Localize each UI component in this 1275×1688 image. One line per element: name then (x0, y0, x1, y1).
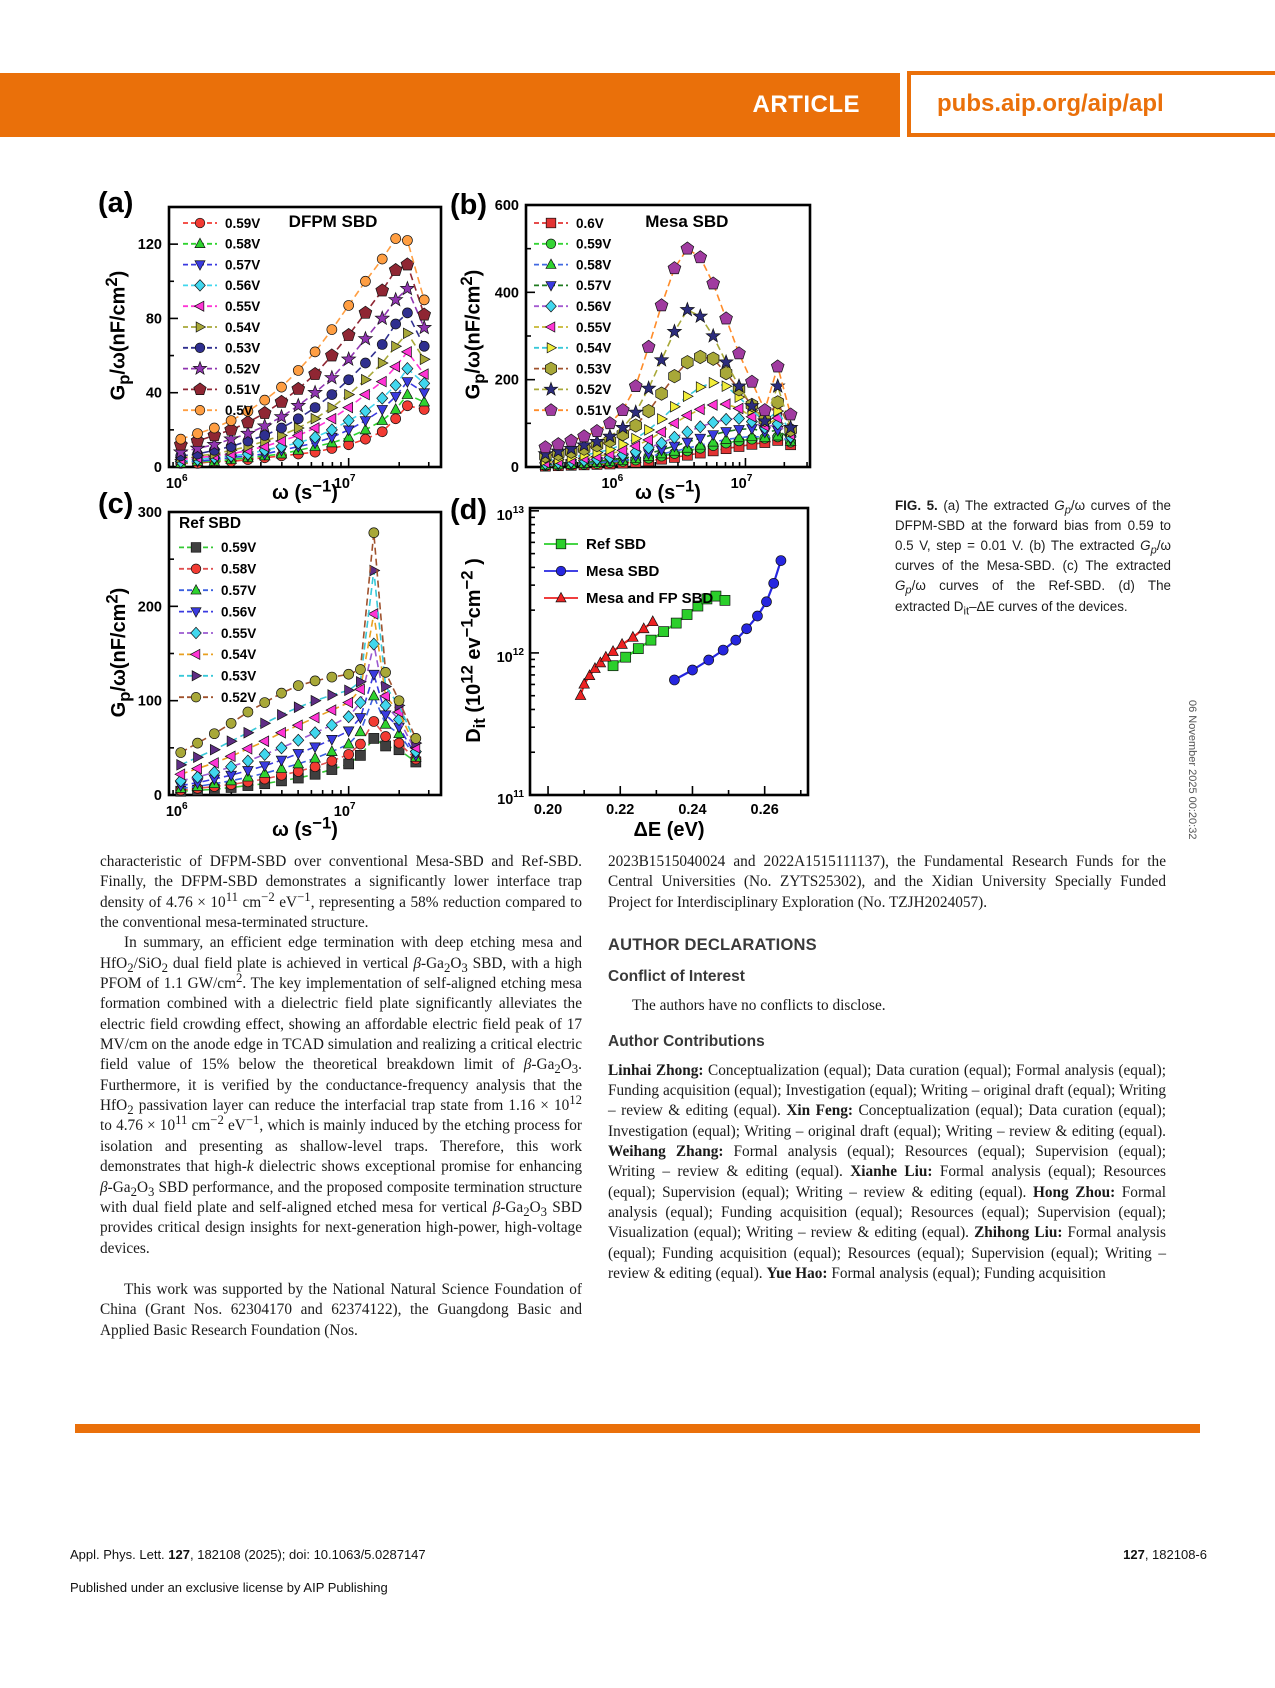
panel-letter-a: (a) (98, 187, 134, 219)
paragraph: In summary, an efficient edge termination with deep etching mesa and HfO$_2$/SiO$_2$ dual field plate is achieved in vertical $\beta-Ga_2O_3$ SBD, with a high PFOM of 1.1 $GW/cm^2$. The key implementation of self-aligned etching mesa formation combined with a dielectric field plate significantly alleviates the electric field crowding effect, showing an affordable electric field peak of 17 MV/cm on the anode edge in TCAD simulation and realizing a critical electric field value of 15% below the theoretical breakdown limit of $\beta-Ga_2O_3$. Furthermore, it is verified by the conductance-frequency analysis that the HfO$_2$ passivation layer can reduce the interfacial trap state from $1.16 \times 10^{12}$ to $4.76 \times 10^{11}$ $cm^{-2}$ $eV^{-1}$, which is mainly induced by the etching process for isolation and presenting as shallow-level traps. Therefore, this work demonstrates that high-k dielectric shows exceptional promise for enhancing $\beta-Ga_2O_3$ SBD performance, and the proposed composite termination structure with dual field plate and self-aligned etched mesa for vertical $\beta-Ga_2O_3$ SBD provides critical design insights for next-generation high-power, high-voltage devices. (100, 934, 583, 1257)
x-axis-label-d: ΔE (eV) (633, 819, 705, 841)
svg-text:1013: $10^{13}$ (496, 504, 524, 524)
svg-text:Mesa SBD: Mesa SBD (586, 562, 660, 580)
svg-text:400: 400 (494, 285, 519, 302)
panel-b-chart (450, 183, 818, 513)
body-column-right (608, 852, 1166, 1284)
figure-caption: FIG. 5. (a) The extracted $G_p/\omega$ curves of the DFPM-SBD at the forward bias from 0.59 to 0.5 V, step = 0.01 V. (b) The extracted $G_p/\omega$ curves of the Mesa-SBD. (c) The extracted $G_p/\omega$ curves of the Ref-SBD. (d) The extracted $D_{it}-\Delta E$ curves of the devices. (895, 498, 1171, 618)
figure-panel-b (450, 183, 818, 513)
x-axis-label-b: ω $(s^{-1})$ (635, 476, 701, 504)
paragraph: characteristic of DFPM-SBD over conventional Mesa-SBD and Ref-SBD. Finally, the DFPM-SBD demonstrates a significantly lower interface trap density of $4.76 \times 10^{11}$ $cm^{-2}$ $eV^{-1}$, representing a 58% reduction compared to the conventional mesa-terminated structure. (100, 853, 582, 932)
footer-divider-rule (75, 1424, 1200, 1433)
svg-text:0.52V: 0.52V (221, 690, 257, 705)
svg-text:0.54V: 0.54V (225, 319, 261, 335)
svg-text:0.57V: 0.57V (576, 278, 612, 294)
svg-text:0.58V: 0.58V (221, 561, 257, 577)
svg-text:0.24: 0.24 (678, 802, 707, 818)
header-article-bar (0, 73, 900, 137)
panel-a-chart (95, 183, 447, 513)
svg-text:0: 0 (153, 788, 162, 804)
legend (544, 536, 713, 607)
svg-text:0.54V: 0.54V (576, 340, 612, 356)
figure-panel-a (95, 183, 447, 513)
heading-author-contributions: Author Contributions (608, 1032, 765, 1050)
y-axis-label-b: $G_p/\omega(nF/cm^2)$ (456, 269, 489, 400)
svg-text:0.52V: 0.52V (225, 361, 261, 377)
svg-text:106: $10^6$ (165, 473, 188, 492)
footer-citation: Appl. Phys. Lett. 127, 182108 (2025); doi: 10.1063/5.0287147 (70, 1547, 426, 1562)
svg-text:0.5V: 0.5V (225, 403, 253, 418)
svg-text:0.6V: 0.6V (576, 215, 604, 231)
svg-text:40: 40 (145, 385, 162, 402)
svg-text:0.57V: 0.57V (225, 257, 261, 273)
y-axis-label-c: $G_p/\omega(nF/cm^2)$ (101, 587, 134, 717)
svg-text:0.20: 0.20 (533, 802, 563, 818)
x-axis-label-c: ω $(s^{-1})$ (272, 813, 338, 841)
x-axis-label-a: ω $(s^{-1})$ (272, 476, 338, 504)
svg-text:0.56V: 0.56V (576, 299, 612, 314)
svg-text:0.58V: 0.58V (576, 257, 612, 273)
svg-text:0.59V: 0.59V (221, 540, 257, 556)
svg-text:300: 300 (137, 505, 162, 521)
panel-letter-c: (c) (98, 488, 134, 520)
svg-text:200: 200 (494, 372, 519, 389)
panel-title: DFPM SBD (288, 212, 378, 231)
svg-text:0.52V: 0.52V (576, 382, 612, 398)
svg-text:0.56V: 0.56V (225, 278, 261, 294)
svg-text:0: 0 (153, 460, 162, 476)
svg-text:0.55V: 0.55V (221, 625, 257, 641)
svg-text:0.55V: 0.55V (576, 319, 612, 335)
svg-text:120: 120 (137, 237, 162, 254)
legend (183, 216, 260, 418)
svg-text:0.58V: 0.58V (225, 236, 261, 252)
panel-c-chart (95, 476, 447, 850)
svg-text:0.51V: 0.51V (225, 382, 261, 398)
header-journal-url-box[interactable] (907, 71, 1275, 137)
series-mesa-sbd (669, 556, 786, 685)
panel-letter-b: (b) (450, 189, 488, 221)
svg-text:200: 200 (137, 599, 162, 616)
svg-text:0.59V: 0.59V (225, 215, 261, 231)
svg-text:1012: $10^{12}$ (496, 646, 524, 666)
paragraph: Linhai Zhong: Conceptualization (equal); Data curation (equal); Formal analysis (equal); Funding acquisition (equal); Investigation (equal); Writing – original draft (equal); Writing – review & editing (equal). Xin Feng: Conceptualization (equal); Data curation (equal); Investigation (equal); Writing – original draft (equal); Writing – review & editing (equal). Weihang Zhang: Formal analysis (equal); Resources (equal); Supervision (equal); Writing – review & editing (equal). Xianhe Liu: Formal analysis (equal); Resources (equal); Supervision (equal); Writing – review & editing (equal). Hong Zhou: Formal analysis (equal); Funding acquisition (equal); Resources (equal); Supervision (equal); Visualization (equal); Writing – review & editing (equal). Zhihong Liu: Formal analysis (equal); Funding acquisition (equal); Resources (equal); Supervision (equal); Writing – review & editing (equal). Yue Hao: Formal analysis (equal); Funding acquisition (608, 1061, 1166, 1282)
svg-text:Mesa and FP SBD: Mesa and FP SBD (586, 589, 714, 607)
figure-panel-c (95, 476, 447, 850)
axes-box (530, 508, 808, 795)
svg-text:0: 0 (510, 460, 519, 476)
svg-text:100: 100 (137, 693, 162, 710)
footer-page-number: 127, 182108-6 (1123, 1547, 1207, 1562)
paragraph: This work was supported by the National Natural Science Foundation of China (Grant Nos. 62304170 and 62374122), the Guangdong Basic and Applied Basic Research Foundation (Nos. (100, 1280, 582, 1339)
svg-text:0.55V: 0.55V (225, 299, 261, 314)
svg-text:0.59V: 0.59V (576, 236, 612, 252)
svg-text:600: 600 (494, 198, 519, 214)
figure-panel-d (450, 476, 818, 850)
svg-text:80: 80 (145, 311, 162, 328)
article-label: ARTICLE (752, 91, 860, 118)
panel-d-chart (450, 476, 818, 850)
series-mesa-and-fp-sbd (575, 616, 658, 700)
svg-text:0.51V: 0.51V (576, 403, 612, 418)
paragraph: 2023B1515040024 and 2022A1515111137), the Fundamental Research Funds for the Central Universities (No. ZYTS25302), and the Xidian University Specially Funded Project for Interdisciplinary Exploration (No. TZJH2024057). (608, 853, 1166, 911)
series-0.56v (540, 413, 796, 470)
legend-title: Ref SBD (179, 515, 242, 532)
heading-author-declarations: AUTHOR DECLARATIONS (608, 936, 817, 955)
panel-title: Mesa SBD (645, 212, 729, 231)
body-column-left (100, 852, 582, 1341)
svg-text:107: $10^7$ (730, 473, 753, 492)
axis-ticks (530, 511, 801, 795)
svg-text:0.22: 0.22 (606, 802, 635, 818)
svg-text:0.53V: 0.53V (221, 668, 257, 684)
svg-text:106: $10^6$ (165, 801, 188, 820)
paragraph: The authors have no conflicts to disclose. (632, 996, 886, 1014)
svg-text:1011: $10^{11}$ (497, 789, 524, 808)
y-axis-label-d: $D_{it}$ ($10^{12}$ $ev^{-1}cm^{-2}$ ) (456, 557, 489, 743)
svg-text:0.57V: 0.57V (221, 583, 257, 598)
legend (534, 216, 611, 418)
journal-url-link[interactable]: pubs.aip.org/aip/apl (937, 90, 1164, 117)
svg-text:0.53V: 0.53V (576, 361, 612, 377)
heading-conflict-of-interest: Conflict of Interest (608, 967, 745, 985)
svg-text:Ref SBD: Ref SBD (586, 535, 647, 553)
svg-text:106: $10^6$ (601, 473, 624, 492)
svg-text:0.54V: 0.54V (221, 647, 257, 663)
svg-text:107: $10^7$ (333, 473, 356, 492)
legend (179, 515, 256, 705)
panel-letter-d: (d) (450, 494, 488, 526)
svg-text:107: $10^7$ (333, 801, 356, 820)
y-axis-label-a: $G_p/\omega(nF/cm^2)$ (101, 270, 134, 401)
svg-text:0.53V: 0.53V (225, 340, 261, 356)
svg-text:0.56V: 0.56V (221, 604, 257, 620)
download-timestamp: 06 November 2025 00:20:32 (1186, 700, 1198, 840)
footer-license: Published under an exclusive license by AIP Publishing (70, 1580, 388, 1595)
svg-text:0.26: 0.26 (750, 802, 779, 818)
